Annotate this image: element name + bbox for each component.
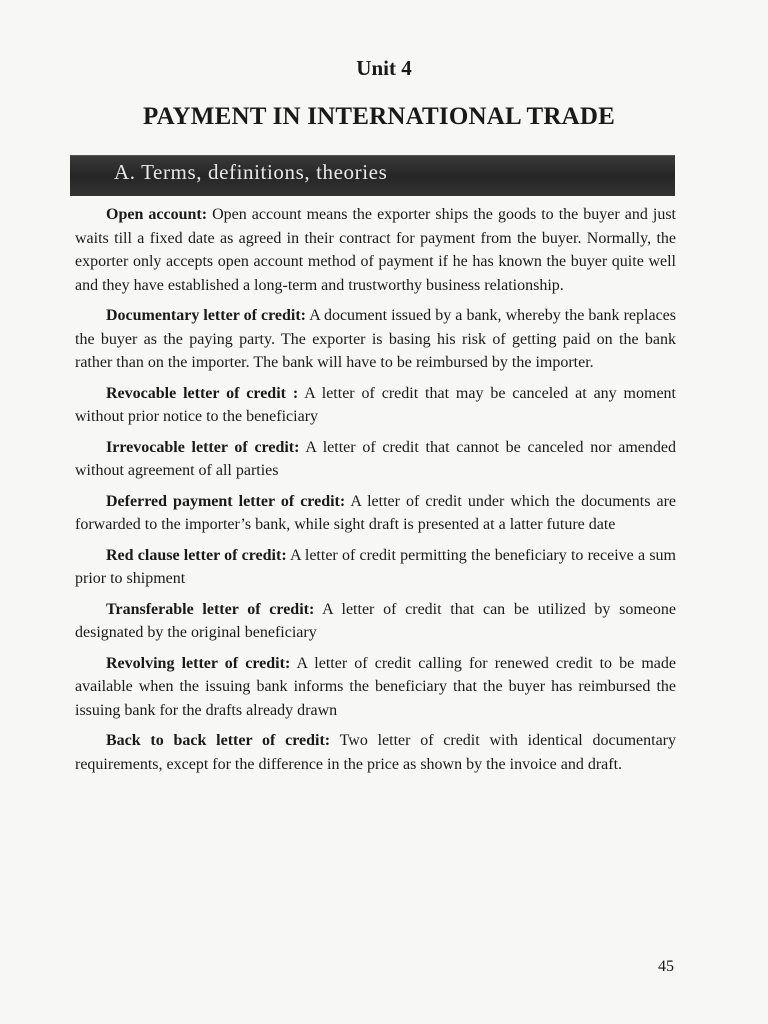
term: Revolving letter of credit: — [106, 654, 291, 672]
definition-text: A document issued by a bank, whereby the bank replaces the buyer as the paying party. The exporter is basing his risk of getting paid on the bank rather than on the importer. The bank will have to be reimbursed by the importer. — [75, 307, 676, 371]
definition-entry — [75, 729, 676, 776]
definition-entry — [75, 490, 676, 537]
definition-text: A letter of credit that can be utilized by someone designated by the original beneficiary — [75, 600, 676, 641]
term: Red clause letter of credit: — [106, 546, 287, 564]
definition-entry — [75, 544, 676, 591]
term: Irrevocable letter of credit: — [106, 438, 300, 456]
term: Deferred payment letter of credit: — [106, 492, 346, 510]
definitions-list — [75, 203, 676, 783]
definition-text: Open account means the exporter ships the goods to the buyer and just waits till a fixed date as agreed in their contract for payment from the buyer. Normally, the exporter only accepts open account method of payment if he has known the buyer quite well and they have established a long-term and trustworthy business relationship. — [75, 206, 676, 294]
term: Open account: — [106, 206, 208, 223]
page-number: 45 — [658, 958, 674, 975]
definition-entry — [75, 304, 676, 375]
term: Back to back letter of credit: — [106, 732, 331, 749]
definition-entry — [75, 382, 676, 429]
page-title: PAYMENT IN INTERNATIONAL TRADE — [142, 103, 616, 130]
term: Transferable letter of credit: — [106, 600, 315, 618]
definition-text: A letter of credit permitting the beneficiary to receive a sum prior to shipment — [75, 546, 676, 587]
term: Documentary letter of credit: — [106, 307, 307, 324]
definition-entry — [75, 203, 676, 297]
definition-text: A letter of credit under which the documents are forwarded to the importer’s bank, while sight draft is presented at a latter future date — [75, 492, 676, 533]
unit-title: Unit 4 — [356, 56, 412, 80]
definition-entry — [75, 436, 676, 483]
term: Revocable letter of credit : — [106, 384, 299, 402]
definition-text: A letter of credit that cannot be canceled nor amended without agreement of all parties — [75, 438, 677, 479]
definition-entry — [75, 652, 676, 723]
definition-text: A letter of credit that may be canceled at any moment without prior notice to the beneficiary — [75, 384, 676, 425]
definition-entry — [75, 598, 676, 645]
section-heading-bar — [70, 155, 675, 196]
section-heading: A. Terms, definitions, theories — [114, 160, 388, 184]
definition-text: Two letter of credit with identical documentary requirements, except for the difference in the price as shown by the invoice and draft. — [75, 732, 677, 773]
definition-text: A letter of credit calling for renewed credit to be made available when the issuing bank informs the beneficiary that the buyer has reimbursed the issuing bank for the drafts already drawn — [75, 654, 677, 719]
